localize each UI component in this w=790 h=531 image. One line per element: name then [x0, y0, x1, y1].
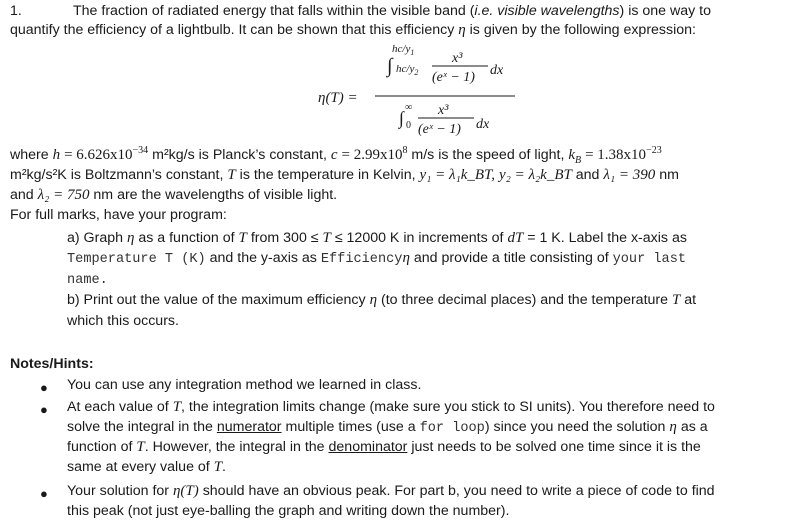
- numerator-underlined: numerator: [216, 419, 282, 435]
- t-symbol: T: [172, 399, 182, 415]
- note-2-line-2: [67, 418, 708, 438]
- part-a-text-7: and provide a title consisting of: [413, 250, 609, 266]
- t-symbol: T: [671, 292, 681, 308]
- t-symbol: T: [227, 167, 236, 183]
- note-3-line-2: this peak (not just eye-balling the graph and writing down the number).: [67, 503, 510, 519]
- eta-symbol: η: [369, 292, 378, 308]
- intro-ie: i.e. visible wavelengths: [474, 3, 620, 19]
- and-text-2: and: [10, 187, 34, 203]
- part-a-text-4: ≤ 12000 K in increments of: [334, 230, 504, 246]
- num-dx: dx: [490, 63, 504, 78]
- c-symbol: c: [330, 147, 338, 163]
- intro-text-b: ) is one way to: [619, 3, 712, 19]
- part-a-line-3: [67, 270, 108, 290]
- intro-line-1: [73, 2, 711, 21]
- note-2-text-g: function of: [67, 439, 133, 455]
- t-symbol: T: [322, 230, 331, 246]
- note-2-text-c: solve the integral in the: [67, 419, 213, 435]
- note-2-text-j: same at every value of: [67, 459, 210, 475]
- efficiency-formula: [0, 32, 560, 140]
- xlabel-code: Temperature T (K): [67, 252, 206, 267]
- lambda2-definition: λ₂ = 750: [37, 187, 90, 203]
- intro-text-d: is given by the following expression:: [469, 22, 696, 38]
- constants-line-3: [10, 186, 337, 205]
- lambda1-unit: nm: [659, 167, 679, 183]
- part-b-text-3: at: [684, 292, 697, 308]
- dt-symbol: dT: [507, 230, 524, 246]
- eta-symbol: η: [458, 22, 466, 38]
- part-a-text-2: as a function of: [138, 230, 235, 246]
- part-b-text-2: (to three decimal places) and the temperature: [380, 292, 669, 308]
- note-2-line-1: [67, 398, 715, 417]
- lambda-desc: nm are the wavelengths of visible light.: [93, 187, 338, 203]
- part-b-line-1: [67, 291, 696, 310]
- note-3-text-a: Your solution for: [67, 483, 170, 499]
- upper-limit: $hc/y_1$: [392, 43, 415, 57]
- part-b-text-1: b) Print out the value of the maximum efficiency: [67, 292, 366, 308]
- part-a-line-1: [67, 229, 687, 248]
- note-2-text-e: ) since you need the solution: [484, 419, 666, 435]
- title-code-2: name.: [67, 273, 108, 288]
- note-2-text-b: , the integration limits change (make sure you stick to SI units). You therefore need to: [181, 399, 715, 415]
- note-2-line-4: same at every value of T.: [67, 459, 226, 475]
- bullet-icon: ●: [40, 402, 48, 417]
- part-a-text-5: = 1 K. Label the x-axis as: [527, 230, 687, 246]
- h-value: = $6.626x10^{-34}$: [64, 145, 149, 163]
- constants-line-1: [10, 146, 662, 165]
- num-denominator: (eˣ − 1): [432, 70, 475, 85]
- note-2-text-a: At each value of: [67, 399, 169, 415]
- note-2-text-f: as a: [680, 419, 708, 435]
- lambda1-definition: λ₁ = 390: [603, 167, 656, 183]
- notes-heading: Notes/Hints:: [10, 356, 94, 372]
- note-2-text-h: . However, the integral in the: [144, 439, 325, 455]
- part-a-text-3: from 300 ≤: [250, 230, 319, 246]
- c-value: = $2.99x10^8$: [341, 145, 408, 163]
- integral-sign-bottom: ∫: [399, 108, 404, 128]
- c-unit: m/s is the speed of light,: [411, 147, 565, 163]
- den-upper-limit: ∞: [405, 102, 413, 113]
- where-text: where: [10, 147, 49, 163]
- intro-text-a: The fraction of radiated energy that falls within the visible band (: [73, 3, 475, 19]
- note-2-text-d: multiple times (use a: [285, 419, 416, 435]
- part-a-text-1: a) Graph: [67, 230, 123, 246]
- note-3-text-b: should have an obvious peak. For part b, you need to write a piece of code to find: [202, 483, 715, 499]
- problem-number: 1.: [10, 3, 22, 19]
- part-a-text-6: and the y-axis as: [209, 250, 317, 266]
- title-code: your last: [612, 252, 687, 267]
- num-numerator: x³: [452, 51, 463, 66]
- part-b-line-2: which this occurs.: [67, 313, 179, 329]
- y2-definition: y₂ = λ₂k_BT: [498, 167, 572, 183]
- t-desc: is the temperature in Kelvin,: [239, 167, 416, 183]
- kb-symbol: $k_B$: [568, 147, 582, 166]
- part-a-line-2: [67, 249, 686, 269]
- integral-sign-top: ∫: [387, 55, 393, 77]
- kb-unit: m²kg/s²K is Boltzmann’s constant,: [10, 167, 224, 183]
- note-1: You can use any integration method we learned in class.: [67, 377, 422, 393]
- and-text: and: [575, 167, 600, 183]
- lower-limit: $hc/y_2$: [396, 63, 419, 77]
- bullet-icon: ●: [40, 380, 48, 395]
- t-symbol: T: [136, 439, 145, 455]
- den-dx: dx: [476, 117, 490, 132]
- for-loop-code: for loop: [419, 421, 485, 436]
- note-2-line-3: [67, 438, 701, 457]
- eta-symbol: η: [126, 230, 135, 246]
- y1-definition: y₁ = λ₁k_BT,: [419, 167, 495, 183]
- eta-symbol: η: [402, 250, 410, 266]
- den-lower-limit: 0: [406, 120, 411, 131]
- den-denominator: (eˣ − 1): [418, 122, 461, 137]
- kb-value: = $1.38x10^{-23}$: [585, 145, 662, 163]
- bullet-icon: ●: [40, 486, 48, 501]
- h-unit: m²kg/s is Planck’s constant,: [152, 147, 327, 163]
- constants-line-2: [10, 166, 679, 185]
- note-2-text-i: just needs to be solved one time since it is the: [411, 439, 701, 455]
- den-numerator: x³: [438, 103, 449, 118]
- note-3-line-1: [67, 482, 715, 501]
- eta-symbol: η: [669, 419, 677, 435]
- t-symbol: T: [213, 459, 223, 475]
- t-symbol: T: [238, 230, 247, 246]
- ylabel-code: Efficiency: [320, 252, 403, 267]
- full-marks-heading: For full marks, have your program:: [10, 207, 227, 223]
- denominator-underlined: denominator: [328, 439, 408, 455]
- formula-lhs: η(T) =: [318, 90, 358, 106]
- h-symbol: h: [52, 147, 61, 163]
- eta-t-symbol: η(T): [172, 483, 199, 499]
- intro-text-c: quantify the efficiency of a lightbulb. It can be shown that this efficiency: [10, 22, 455, 38]
